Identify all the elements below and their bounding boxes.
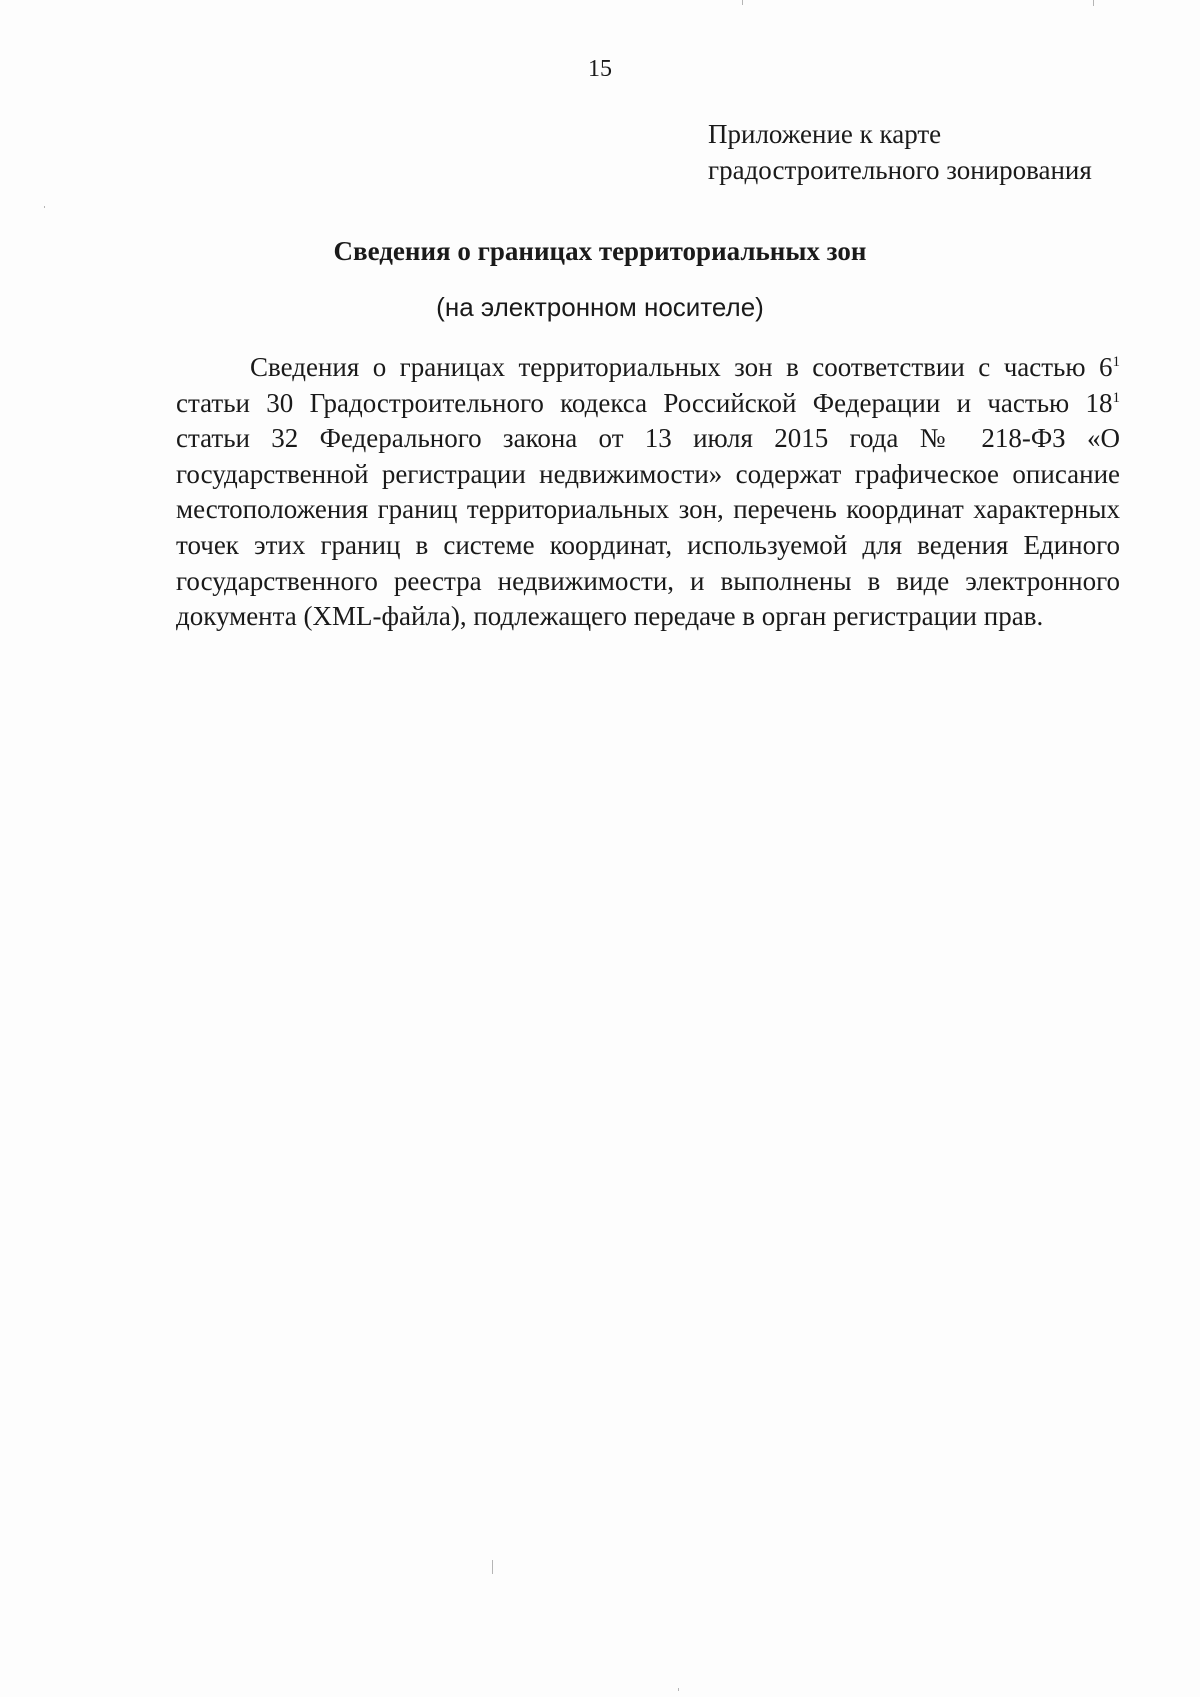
page-number: 15 bbox=[588, 56, 612, 82]
document-title: Сведения о границах территориальных зон bbox=[333, 236, 867, 266]
appendix-line-1: Приложение к карте bbox=[708, 119, 942, 149]
scan-speck bbox=[678, 1688, 679, 1691]
superscript-1: 1 bbox=[1112, 354, 1120, 370]
body-text-segment-1: Сведения о границах территориальных зон в соответствии с частью 6 bbox=[250, 352, 1113, 382]
body-text-segment-2: статьи 30 Градостроительного кодекса Российской Федерации и частью 18 bbox=[176, 387, 1113, 418]
scan-speck bbox=[492, 1560, 493, 1574]
scan-speck bbox=[742, 0, 743, 5]
superscript-2: 1 bbox=[1112, 389, 1120, 406]
appendix-note bbox=[708, 116, 1092, 188]
scan-speck bbox=[44, 206, 45, 208]
document-subtitle: (на электронном носителе) bbox=[436, 292, 764, 322]
body-text-segment-3: статьи 32 Федерального закона от 13 июля 2015 года № 218-ФЗ «О государственной регистрации недвижимости» содержат графическое описание местоположения границ территориальных зон, перечень координат характерных точек этих границ в системе координат, используемой для ведения Единого государственного реестра недвижимости, и выполнены в виде электронного документа (XML-файла), подлежащего передаче в орган регистрации прав. bbox=[176, 423, 1120, 632]
body-paragraph bbox=[176, 350, 1120, 635]
appendix-line-2: градостроительного зонирования bbox=[708, 155, 1092, 185]
scan-speck bbox=[1093, 0, 1094, 6]
